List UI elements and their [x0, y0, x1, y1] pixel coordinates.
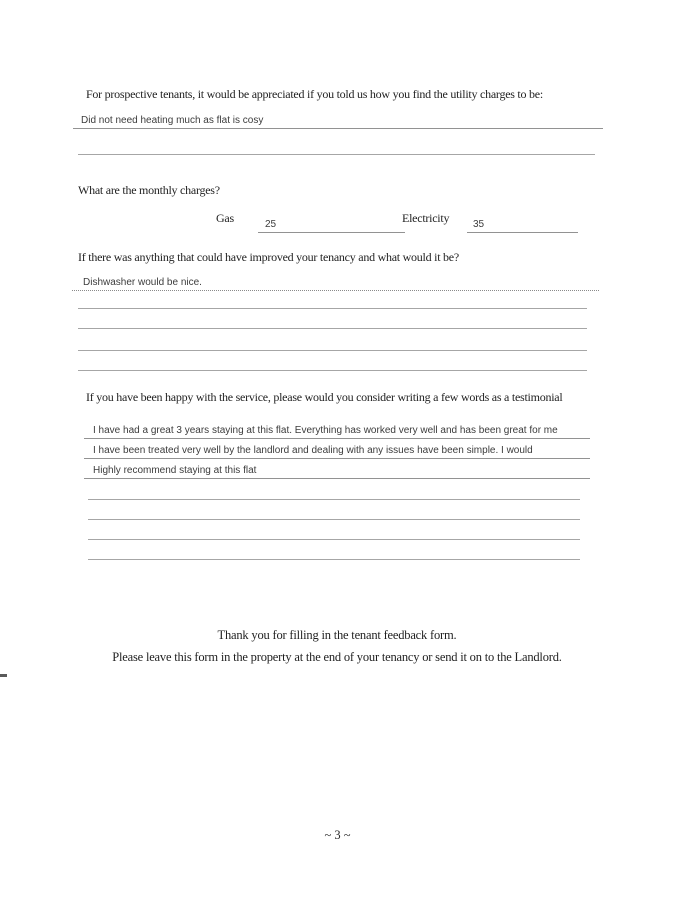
improvement-answer-field[interactable]: Dishwasher would be nice.: [72, 276, 599, 291]
blank-answer-line[interactable]: [88, 499, 580, 500]
blank-answer-line[interactable]: [88, 559, 580, 560]
utility-charges-answer-field[interactable]: Did not need heating much as flat is cosy: [73, 114, 603, 129]
improvement-question: If there was anything that could have improved your tenancy and what would it be?: [78, 250, 459, 264]
blank-answer-line[interactable]: [78, 308, 587, 309]
testimonial-answer-field[interactable]: Highly recommend staying at this flat: [84, 464, 590, 479]
closing-instruction-text: Please leave this form in the property at the end of your tenancy or send it on to the Landlord.: [112, 650, 562, 664]
blank-answer-line[interactable]: [78, 370, 587, 371]
testimonial-answer-field[interactable]: I have been treated very well by the landlord and dealing with any issues have been simple. I would: [84, 444, 590, 459]
blank-answer-line[interactable]: [78, 154, 595, 155]
blank-answer-line[interactable]: [88, 519, 580, 520]
scan-artifact-mark: [0, 674, 7, 677]
gas-label: Gas: [216, 211, 234, 225]
testimonial-answer-field[interactable]: I have had a great 3 years staying at this flat. Everything has worked very well and has been great for me: [84, 424, 590, 439]
blank-answer-line[interactable]: [88, 539, 580, 540]
electricity-label: Electricity: [402, 211, 450, 225]
page-number: ~ 3 ~: [324, 828, 351, 842]
gas-value-field[interactable]: 25: [258, 218, 405, 233]
monthly-charges-question: What are the monthly charges?: [78, 183, 220, 197]
electricity-value-field[interactable]: 35: [467, 218, 578, 233]
testimonial-question: If you have been happy with the service, please would you consider writing a few words as a testimonial: [86, 390, 563, 404]
utility-charges-question: For prospective tenants, it would be appreciated if you told us how you find the utility charges to be:: [86, 87, 543, 101]
blank-answer-line[interactable]: [78, 350, 587, 351]
closing-thanks-text: Thank you for filling in the tenant feedback form.: [217, 628, 457, 642]
blank-answer-line[interactable]: [78, 328, 587, 329]
